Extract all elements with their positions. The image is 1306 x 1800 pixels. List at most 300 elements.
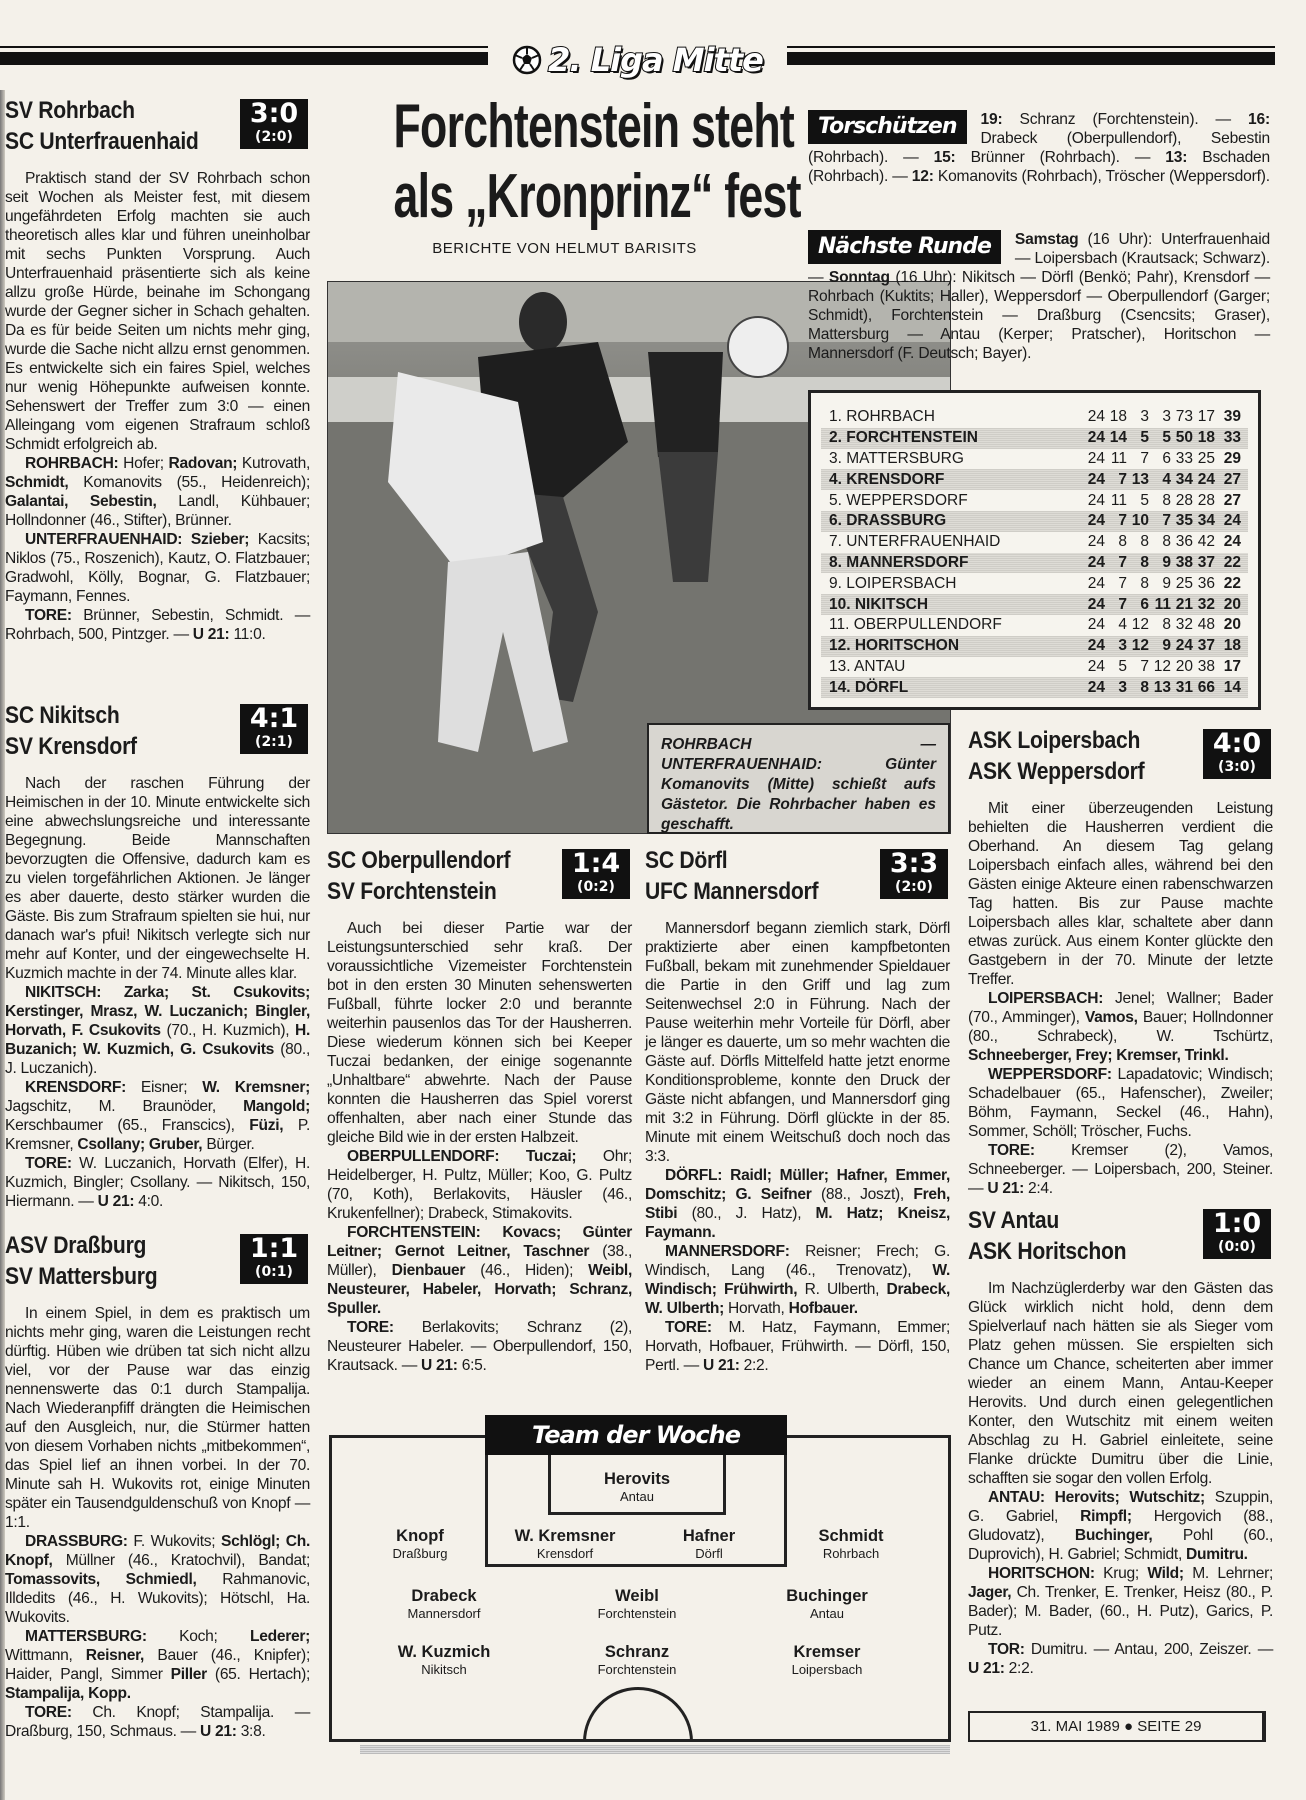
player-slot	[598, 1643, 677, 1677]
goals-against: 25	[1197, 449, 1215, 467]
bold-text-run: Schneeberger, Frey; Kremser, Trinkl.	[968, 1047, 1229, 1064]
draws: 5	[1140, 491, 1149, 509]
team-name: 4. KRENSDORF	[829, 470, 945, 488]
games: 24	[1087, 595, 1105, 613]
points: 17	[1223, 657, 1241, 675]
match-report-rohrbach-unterfrauenhaid	[5, 95, 310, 644]
table-row	[821, 677, 1248, 698]
losses: 12	[1153, 657, 1171, 675]
report-body	[327, 919, 632, 1375]
losses: 5	[1162, 429, 1171, 447]
report-body	[5, 774, 310, 1211]
player-club: Krensdorf	[536, 1546, 594, 1561]
bold-text-run: TORE:	[25, 1155, 72, 1172]
home-team: ASK Loipersbach	[968, 727, 1141, 754]
match-report-oberpullendorf-forchtenstein	[327, 845, 632, 1375]
score-badge	[240, 704, 308, 754]
bold-text-run: 16:	[1248, 111, 1270, 128]
lineup-paragraph	[327, 1223, 632, 1318]
text-run: Reisner; Frech; G. Windisch, Lang (46., Trenovatz),	[645, 1243, 950, 1279]
byline: BERICHTE VON HELMUT BARISITS	[432, 240, 697, 257]
goals-for: 33	[1175, 449, 1193, 467]
bold-text-run: U 21:	[97, 1193, 135, 1210]
text-run: Horvath,	[724, 1300, 789, 1317]
headline-line-2: als „Kronprinz“ fest	[393, 162, 801, 231]
bold-text-run: UNTERFRAUENHAID: Szieber;	[25, 531, 250, 548]
match-report-antau-horitschon	[968, 1205, 1273, 1678]
score-badge	[240, 99, 308, 149]
table-row	[821, 469, 1248, 490]
text-run: Dumitru. — Antau, 200, Zeiszer. —	[1024, 1641, 1273, 1658]
player-name: Schranz	[604, 1643, 670, 1661]
text-run: M. Lehrner;	[1183, 1565, 1273, 1582]
draws: 8	[1140, 574, 1149, 592]
points: 27	[1223, 470, 1241, 488]
wins: 7	[1118, 512, 1127, 530]
halftime-score: (0:0)	[1218, 1239, 1256, 1255]
goals-against: 32	[1197, 595, 1215, 613]
wins: 4	[1118, 616, 1127, 634]
photo-caption: ROHRBACH — UNTERFRAUENHAID: Günter Komanovits (Mitte) schießt aufs Gästetor. Die Rohrbacher haben es geschafft.	[647, 723, 950, 834]
bold-text-run: Csollany; Gruber,	[77, 1136, 203, 1153]
report-body	[968, 1279, 1273, 1678]
bold-text-run: 19:	[980, 111, 1003, 128]
next-round-box	[808, 230, 1270, 363]
player-name: Knopf	[396, 1527, 444, 1545]
halftime-score: (2:0)	[895, 879, 933, 895]
lineup-paragraph	[5, 1532, 310, 1627]
player-club: Antau	[810, 1606, 844, 1621]
team-name: 8. MANNERSDORF	[829, 553, 969, 571]
match-header	[645, 845, 950, 911]
section-title: 2. Liga Mitte	[548, 41, 763, 79]
text-run: Komanovits (Rohrbach), Tröscher (Weppersdorf).	[933, 168, 1270, 185]
match-header	[5, 700, 310, 766]
table-row	[821, 428, 1248, 449]
team-name: 14. DÖRFL	[829, 678, 909, 696]
bold-text-run: U 21:	[200, 1723, 237, 1740]
match-report-nikitsch-krensdorf	[5, 700, 310, 1211]
away-team: SC Unterfrauenhaid	[5, 128, 199, 155]
bold-text-run: FORCHTENSTEIN: Kovacs; Günter Leitner; Gernot Leitner, Taschner	[327, 1224, 632, 1260]
bold-text-run: U 21:	[421, 1357, 458, 1374]
bold-text-run: Stampalija, Kopp.	[5, 1685, 131, 1702]
score-badge	[240, 1234, 308, 1284]
table-row	[821, 573, 1248, 594]
lineup-paragraph	[645, 1166, 950, 1242]
main-headline	[327, 92, 802, 232]
team-name: 7. UNTERFRAUENHAID	[829, 533, 1001, 551]
away-team: SV Forchtenstein	[327, 878, 497, 905]
wins: 3	[1118, 678, 1127, 696]
wins: 5	[1118, 657, 1127, 675]
halftime-score: (3:0)	[1218, 759, 1256, 775]
goals-for: 50	[1175, 429, 1193, 447]
draws: 8	[1140, 533, 1149, 551]
losses: 8	[1162, 616, 1171, 634]
player-name: Weibl	[615, 1587, 659, 1605]
text-run: 4:0.	[134, 1193, 164, 1210]
player-slot	[393, 1527, 448, 1561]
final-score: 1:1	[249, 1233, 299, 1264]
home-team: SV Antau	[968, 1207, 1059, 1234]
text-run: (16 Uhr): Nikitsch — Dörfl (Benkö; Pahr), Krensdorf — Rohrbach (Kuktits; Haller), Weppersdorf — Oberpullendorf (Garger; Schmidt), Forchtenstein — Draßburg (Csencsits; Graser), Mattersburg — Antau (Kerper; Pratscher), Horitschon — Mannersdorf (F. Deutsch; Bayer).	[808, 269, 1270, 362]
player-club: Mannersdorf	[407, 1606, 481, 1621]
match-header	[327, 845, 632, 911]
lineup-paragraph	[645, 1318, 950, 1375]
text-run: In einem Spiel, in dem es praktisch um nichts mehr ging, waren die Leistungen recht dürftig. Hüben wie drüben tat sich nicht allzu viel, vor der Pause war das einzig nennenswerte das 0:1 durch Stampalija. Nach Wiederanpfiff drängten die Heimischen auf den Ausgleich, nur, die Stürmer hatten von diesem Vorhaben nichts „mitbekommen“, das Spiel lief an ihnen vorbei. In der 70. Minute sah H. Wukovits rot, einige Minuten später ein Tausendguldenschuß von Knopf — 1:1.	[5, 1305, 310, 1531]
player-slot	[408, 1587, 481, 1621]
text-run: Kremser (2), Vamos, Schneeberger. — Loipersbach, 200, Steiner. —	[968, 1142, 1273, 1197]
losses: 4	[1162, 470, 1171, 488]
player-slot	[604, 1470, 670, 1504]
points: 24	[1223, 533, 1241, 551]
goals-for: 36	[1175, 533, 1193, 551]
goals-for: 34	[1175, 470, 1193, 488]
goals-for: 21	[1175, 595, 1193, 613]
points: 29	[1223, 449, 1241, 467]
points: 39	[1223, 408, 1241, 426]
bold-text-run: MATTERSBURG:	[25, 1628, 147, 1645]
goals-against: 48	[1197, 616, 1215, 634]
text-run: F. Wukovits;	[127, 1533, 221, 1550]
home-team: SC Dörfl	[645, 847, 728, 874]
text-run: W. Luczanich, Horvath (Elfer), H. Kuzmich, Bingler; Csollany. — Nikitsch, 150, Hiermann. —	[5, 1155, 310, 1210]
bold-text-run: Jager,	[968, 1584, 1012, 1601]
wins: 8	[1118, 533, 1127, 551]
team-name: 9. LOIPERSBACH	[829, 574, 957, 592]
text-run: Eisner;	[125, 1079, 203, 1096]
goals-for: 31	[1175, 678, 1193, 696]
player-name: W. Kremsner	[514, 1527, 616, 1545]
wins: 7	[1118, 574, 1127, 592]
bold-text-run: Vamos,	[1084, 1009, 1138, 1026]
match-header	[5, 1230, 310, 1296]
text-run: 2:2.	[1004, 1660, 1034, 1677]
report-body	[645, 919, 950, 1375]
lineup-paragraph	[5, 454, 310, 530]
team-of-the-week	[329, 1415, 951, 1742]
player-slot	[398, 1643, 491, 1677]
report-paragraph	[645, 919, 950, 1166]
games: 24	[1087, 574, 1105, 592]
bold-text-run: Füzi,	[249, 1117, 284, 1134]
text-run: Szuppin, G. Gabriel,	[968, 1489, 1273, 1525]
table-row	[821, 532, 1248, 553]
away-team: UFC Mannersdorf	[645, 878, 819, 905]
lineup-paragraph	[645, 1242, 950, 1318]
points: 27	[1223, 491, 1241, 509]
losses: 3	[1162, 408, 1171, 426]
text-run: Krug;	[1094, 1565, 1148, 1582]
player-slot	[818, 1527, 883, 1561]
bold-text-run: Hofbauer.	[788, 1300, 858, 1317]
draws: 5	[1140, 429, 1149, 447]
match-header	[5, 95, 310, 161]
text-run: Ohr; Heidelberger, H. Pultz, Müller; Koo, G. Pultz (70, Koth), Berlakovits, Häusler (46., Krukenfellner); Drabeck, Stimakovits.	[327, 1148, 632, 1222]
report-paragraph	[968, 1279, 1273, 1488]
halftime-score: (2:1)	[255, 734, 293, 750]
final-score: 3:0	[249, 98, 299, 129]
goals-against: 28	[1197, 491, 1215, 509]
table-row	[821, 511, 1248, 532]
goals-for: 32	[1175, 616, 1193, 634]
goals-for: 24	[1175, 637, 1193, 655]
losses: 6	[1162, 449, 1171, 467]
player-slot	[598, 1587, 677, 1621]
league-table	[808, 390, 1261, 710]
bold-text-run: W. Kremsner;	[202, 1079, 311, 1096]
bold-text-run: MANNERSDORF:	[665, 1243, 790, 1260]
away-team: ASK Horitschon	[968, 1238, 1127, 1265]
player-slot	[786, 1587, 868, 1621]
match-report-doerfl-mannersdorf	[645, 845, 950, 1375]
goals-against: 36	[1197, 574, 1215, 592]
draws: 6	[1140, 595, 1149, 613]
games: 24	[1087, 553, 1105, 571]
bold-text-run: TORE:	[665, 1319, 712, 1336]
final-score: 4:1	[249, 703, 299, 734]
games: 24	[1087, 429, 1105, 447]
games: 24	[1087, 408, 1105, 426]
bold-text-run: Sonntag	[828, 269, 890, 286]
team-name: 3. MATTERSBURG	[829, 449, 964, 467]
halftime-score: (2:0)	[255, 129, 293, 145]
draws: 12	[1131, 616, 1149, 634]
player-name: Kremser	[793, 1643, 861, 1661]
team-name: 5. WEPPERSDORF	[829, 491, 968, 509]
losses: 9	[1162, 637, 1171, 655]
team-name: 13. ANTAU	[829, 657, 906, 675]
lineup-paragraph	[5, 606, 310, 644]
player-name: Buchinger	[786, 1587, 868, 1605]
table-row	[821, 657, 1248, 678]
next-round-label: Nächste Runde	[808, 230, 1001, 264]
text-run: 2:2.	[739, 1357, 769, 1374]
text-run: Pohl (60., Duprovich), H. Gabriel; Schmidt,	[968, 1527, 1274, 1563]
losses: 9	[1162, 553, 1171, 571]
goals-against: 34	[1197, 512, 1215, 530]
text-run: Drabeck (Oberpullendorf), Sebestin (Rohrbach). —	[808, 130, 1270, 166]
text-run: Jenel; Wallner; Bader (70., Amminger),	[968, 990, 1273, 1026]
home-team: SC Nikitsch	[5, 702, 120, 729]
lineup-paragraph	[327, 1318, 632, 1375]
player-club: Loipersbach	[791, 1662, 863, 1677]
games: 24	[1087, 449, 1105, 467]
bold-text-run: ROHRBACH:	[25, 455, 119, 472]
bold-text-run: Schlögl; Ch. Knopf,	[5, 1533, 311, 1569]
bold-text-run: WEPPERSDORF:	[988, 1066, 1112, 1083]
report-paragraph	[327, 919, 632, 1147]
losses: 8	[1162, 533, 1171, 551]
points: 22	[1223, 553, 1241, 571]
text-run: Hofer;	[118, 455, 169, 472]
goals-against: 17	[1197, 408, 1215, 426]
text-run: (65. Hertach);	[206, 1666, 310, 1683]
games: 24	[1087, 470, 1105, 488]
losses: 11	[1154, 595, 1171, 613]
bold-text-run: DRASSBURG:	[25, 1533, 128, 1550]
bold-text-run: Schmidt,	[5, 474, 69, 491]
page-number: SEITE 29	[1137, 1718, 1202, 1735]
away-team: ASK Weppersdorf	[968, 758, 1145, 785]
wins: 7	[1118, 553, 1127, 571]
bold-text-run: 12:	[911, 168, 934, 185]
draws: 13	[1131, 470, 1149, 488]
issue-date: 31. MAI 1989	[1030, 1718, 1120, 1735]
games: 24	[1087, 512, 1105, 530]
player-club: Forchtenstein	[597, 1606, 677, 1621]
final-score: 1:4	[571, 848, 621, 879]
goals-for: 38	[1175, 553, 1193, 571]
lineup-paragraph	[968, 1564, 1273, 1640]
text-run: (88., Joszt),	[811, 1186, 914, 1203]
bullet-separator: ●	[1123, 1718, 1138, 1735]
goals-for: 25	[1175, 574, 1193, 592]
bold-text-run: Buchinger,	[1074, 1527, 1153, 1544]
match-report-loipersbach-weppersdorf	[968, 725, 1273, 1198]
points: 22	[1223, 574, 1241, 592]
lineup-paragraph	[5, 983, 310, 1078]
player-club: Rohrbach	[822, 1546, 880, 1561]
bold-text-run: OBERPULLENDORF: Tuczai;	[347, 1148, 577, 1165]
goals-for: 28	[1175, 491, 1193, 509]
bold-text-run: Drabeck, W. Ulberth;	[645, 1281, 950, 1317]
lineup-paragraph	[5, 1154, 310, 1211]
lineup-paragraph	[968, 1141, 1273, 1198]
text-run: Brünner (Rohrbach). —	[955, 149, 1166, 166]
goals-against: 42	[1197, 533, 1215, 551]
lineup-paragraph	[968, 1488, 1273, 1564]
points: 33	[1223, 429, 1241, 447]
home-team: SC Oberpullendorf	[327, 847, 511, 874]
goals-for: 20	[1175, 657, 1193, 675]
points: 14	[1223, 678, 1241, 696]
bold-text-run: Weibl, Neusteurer, Habeler, Horvath; Schranz, Spuller.	[327, 1262, 632, 1317]
goals-against: 66	[1197, 678, 1215, 696]
team-name: 6. DRASSBURG	[829, 512, 947, 530]
bold-text-run: HORITSCHON:	[988, 1565, 1095, 1582]
text-run: M. Hatz, Faymann, Emmer; Horvath, Hofbauer, Frühwirth. — Dörfl, 150, Pertl. —	[645, 1319, 950, 1374]
text-run: Koch;	[146, 1628, 250, 1645]
bold-text-run: Mangold;	[243, 1098, 310, 1115]
table-row	[821, 407, 1248, 428]
bold-text-run: U 21:	[968, 1660, 1005, 1677]
bold-text-run: NIKITSCH: Zarka; St. Csukovits; Kerstinger, Mrasz, W. Luczanich; Bingler, Horvath, F. Csukovits	[5, 984, 310, 1039]
bold-text-run: DÖRFL: Raidl; Müller; Hafner, Emmer, Domschitz; G. Seifner	[645, 1167, 950, 1203]
text-run: Müllner (46., Kratochvil), Bandat;	[52, 1552, 310, 1569]
draws: 7	[1140, 449, 1149, 467]
points: 20	[1223, 595, 1241, 613]
goals-against: 18	[1197, 429, 1215, 447]
player-club: Antau	[620, 1489, 654, 1504]
top-scorers-label: Torschützen	[808, 110, 967, 144]
bold-text-run: U 21:	[987, 1180, 1024, 1197]
text-run: Komanovits (55., Heidenreich);	[68, 474, 310, 491]
bold-text-run: TORE:	[988, 1142, 1035, 1159]
text-run: (80., J. Hatz),	[677, 1205, 816, 1222]
text-run: Lapadatovic; Windisch; Schadelbauer (65., Hafenscher), Zweiler; Böhm, Faymann, Seckel (46., Hahn), Sommer, Schöll; Tröscher, Fuchs.	[968, 1066, 1273, 1140]
bold-text-run: KRENSDORF:	[25, 1079, 126, 1096]
section-banner	[490, 38, 785, 82]
text-run: Kutrovath,	[237, 455, 310, 472]
report-paragraph	[968, 799, 1273, 989]
wins: 7	[1118, 470, 1127, 488]
text-run: Bauer (46., Knipfer); Haider, Pangl, Simmer	[5, 1647, 310, 1683]
team-name: 11. OBERPULLENDORF	[829, 616, 1002, 634]
headline-line-1: Forchtenstein steht	[393, 92, 795, 161]
team-name: 1. ROHRBACH	[829, 408, 935, 426]
pitch-shadow	[360, 1745, 950, 1754]
report-body	[5, 169, 310, 644]
games: 24	[1087, 678, 1105, 696]
bold-text-run: LOIPERSBACH:	[988, 990, 1104, 1007]
wins: 18	[1109, 408, 1127, 426]
text-run: Mit einer überzeugenden Leistung behielten die Hausherren verdient die Oberhand. An diesem Tag gelang Loipersbach einfach alles, während bei den Gästen einige Akteure einen rabenschwarzen Tag hatten. Bis zur Pause machte Loipersbach alles klar, schaltete aber dann etwas zurück. Aus einem Konter glückte den Gastgebern in der 70. Minute der letzte Treffer.	[968, 800, 1273, 988]
banner-rule-right	[787, 52, 1275, 65]
bold-text-run: Rimpfl;	[1080, 1508, 1132, 1525]
text-run: Landl, Kühbauer; Hollndonner (46., Stifter), Brünner.	[5, 493, 310, 529]
bold-text-run: Dienbauer	[391, 1262, 466, 1279]
draws: 3	[1140, 408, 1149, 426]
text-run: Wittmann,	[5, 1647, 86, 1664]
wins: 11	[1110, 491, 1127, 509]
wins: 14	[1109, 429, 1127, 447]
page-footer	[968, 1711, 1266, 1742]
text-run: Kerschbaumer (65., Franscics),	[5, 1117, 250, 1134]
points: 18	[1223, 637, 1241, 655]
goals-for: 35	[1175, 512, 1193, 530]
final-score: 1:0	[1212, 1208, 1262, 1239]
games: 24	[1087, 533, 1105, 551]
score-badge	[1203, 729, 1271, 779]
text-run: Jagschitz, M. Braunöder,	[5, 1098, 244, 1115]
points: 24	[1223, 512, 1241, 530]
text-run: P. Kremsner,	[5, 1117, 311, 1153]
goals-against: 38	[1197, 657, 1215, 675]
report-body	[968, 799, 1273, 1198]
final-score: 4:0	[1212, 728, 1262, 759]
report-paragraph	[5, 169, 310, 454]
soccer-ball-icon	[512, 45, 542, 75]
player-club: Dörfl	[695, 1546, 723, 1561]
games: 24	[1087, 657, 1105, 675]
goals-against: 24	[1197, 470, 1215, 488]
bold-text-run: U 21:	[192, 626, 230, 643]
team-name: 2. FORCHTENSTEIN	[829, 429, 978, 447]
bold-text-run: ANTAU: Herovits; Wutschitz;	[988, 1489, 1205, 1506]
lineup-paragraph	[5, 1078, 310, 1154]
team-name: 12. HORITSCHON	[829, 637, 960, 655]
bold-text-run: H. Buzanich; W. Kuzmich, G. Csukovits	[5, 1022, 310, 1058]
bold-text-run: Dumitru.	[1186, 1546, 1248, 1563]
text-run: Kacsits; Niklos (75., Roszenich), Kautz, O. Flatzbauer; Gradwohl, Kölly, Bognar, G. Flatzbauer; Faymann, Fennes.	[5, 531, 310, 605]
table-row	[821, 636, 1248, 657]
text-run: Schranz (Forchtenstein). —	[1002, 111, 1249, 128]
report-body	[5, 1304, 310, 1741]
bold-text-run: Piller	[170, 1666, 207, 1683]
text-run: (80., J. Luczanich).	[5, 1041, 310, 1077]
halftime-score: (0:2)	[577, 879, 615, 895]
match-header	[968, 1205, 1273, 1271]
bold-text-run: Wild;	[1147, 1565, 1184, 1582]
player-name: W. Kuzmich	[397, 1643, 491, 1661]
text-run: Berlakovits; Schranz (2), Neusteurer Habeler. — Oberpullendorf, 150, Krautsack. —	[327, 1319, 632, 1374]
text-run: 2:4.	[1023, 1180, 1053, 1197]
text-run: Ch. Trenker, E. Trenker, Heisz (80., P. Bader); M. Bader, (60., H. Putz), Garics, P. Putz.	[968, 1584, 1273, 1639]
text-run: (70., H. Kuzmich),	[160, 1022, 295, 1039]
points: 20	[1223, 616, 1241, 634]
